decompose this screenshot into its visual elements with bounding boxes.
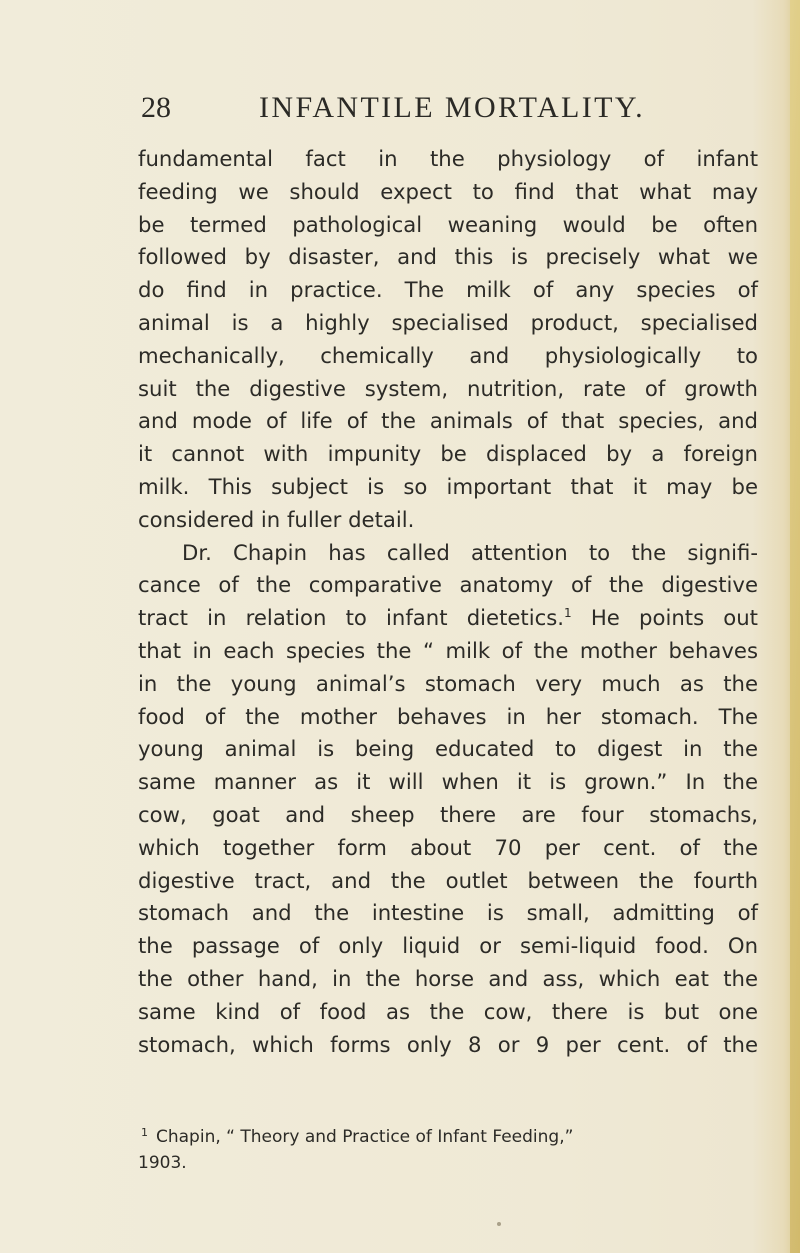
text-line: which together form about 70 per cent. of the	[138, 834, 758, 860]
paper-speck	[497, 1222, 501, 1226]
text-line: fundamental fact in the physiology of infant	[138, 146, 758, 171]
text-line: and mode of life of the animals of that species, and	[138, 408, 758, 434]
text-line: do find in practice. The milk of any species of	[138, 277, 758, 303]
body-text	[138, 143, 758, 1061]
text-segment: He points out	[571, 605, 758, 631]
footnote-line: 1903.	[138, 1153, 187, 1173]
footnote-text: Chapin, “ Theory and Practice of Infant Feeding,”	[156, 1127, 574, 1147]
text-line: Dr. Chapin has called attention to the signifi-	[182, 539, 758, 565]
footnote-reference-mark: 1	[564, 606, 572, 621]
text-line: milk. This subject is so important that it may be	[138, 473, 758, 499]
text-line: animal is a highly specialised product, specialised	[138, 309, 758, 335]
footnote	[138, 1120, 758, 1176]
text-line-with-reference	[138, 602, 758, 635]
footnote-marker: 1	[141, 1126, 148, 1139]
footnote-line	[138, 1120, 758, 1150]
text-line: the passage of only liquid or semi-liquid food. On	[138, 933, 758, 959]
text-line: cance of the comparative anatomy of the digestive	[138, 572, 758, 598]
text-line: considered in fuller detail.	[138, 506, 415, 532]
text-segment: tract in relation to infant dietetics.	[138, 605, 565, 631]
text-line: digestive tract, and the outlet between the fourth	[138, 867, 758, 893]
text-line: it cannot with impunity be displaced by a foreign	[138, 441, 758, 467]
text-line: young animal is being educated to digest in the	[138, 736, 758, 762]
text-line: in the young animal’s stomach very much as the	[138, 670, 758, 696]
running-title: INFANTILE MORTALITY.	[259, 91, 645, 124]
text-line: followed by disaster, and this is precisely what we	[138, 244, 758, 270]
page-edge-discoloration	[790, 0, 800, 1253]
page-number: 28	[141, 91, 171, 124]
text-line: be termed pathological weaning would be often	[138, 211, 758, 237]
text-line: food of the mother behaves in her stomach. The	[138, 703, 758, 729]
text-line: same kind of food as the cow, there is but one	[138, 998, 758, 1024]
text-line: mechanically, chemically and physiologically to	[138, 342, 758, 368]
text-line: cow, goat and sheep there are four stomachs,	[138, 801, 758, 827]
text-line: same manner as it will when it is grown.” In the	[138, 769, 758, 795]
text-line: suit the digestive system, nutrition, rate of growth	[138, 375, 758, 401]
text-line: that in each species the “ milk of the mother behaves	[138, 637, 758, 663]
running-header	[0, 88, 800, 128]
text-line: stomach, which forms only 8 or 9 per cent. of the	[138, 1031, 758, 1057]
text-line: the other hand, in the horse and ass, which eat the	[138, 965, 758, 991]
text-line: feeding we should expect to find that what may	[138, 178, 758, 204]
text-line: stomach and the intestine is small, admitting of	[138, 900, 758, 926]
